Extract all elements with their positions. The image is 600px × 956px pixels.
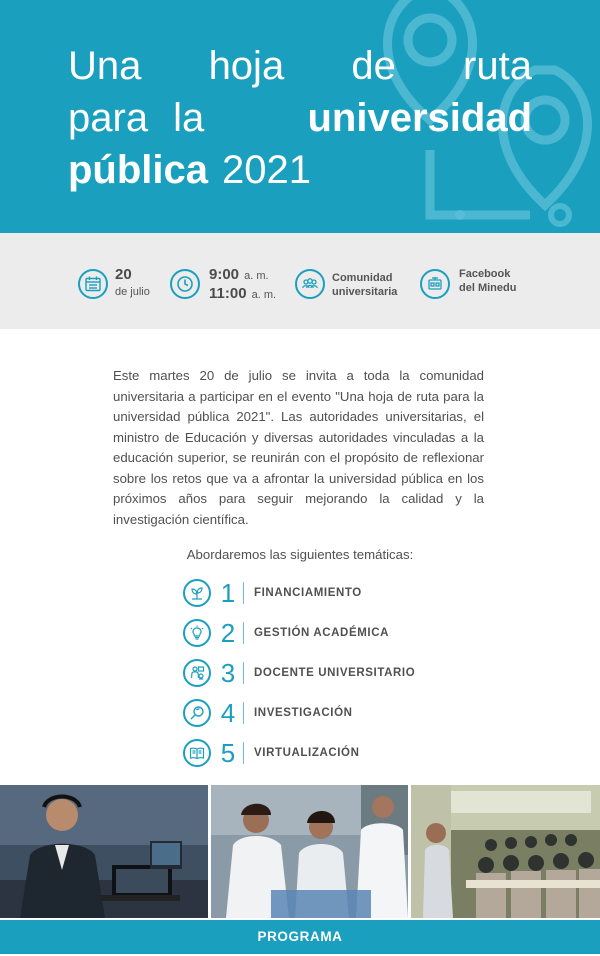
- facebook-live-icon: [420, 269, 450, 299]
- teacher-icon: [183, 659, 211, 687]
- intro-paragraph: Este martes 20 de julio se invita a toda la comunidad universitaria a participar en el evento "Una hoja de ruta para la universidad pública 2021". Las autoridades universitarias, el ministro de Educación y diversas autoridades vinculadas a la educación superior, se reunirán con el propósito de reflexionar sobre los retos que va a afrontar la universidad pública en los próximos años para seguir mejorando la calidad y la investigación científica.: [113, 368, 484, 527]
- start-time-suffix: a. m.: [244, 270, 269, 282]
- magnifier-icon: [183, 699, 211, 727]
- topic-label: GESTIÓN ACADÉMICA: [254, 627, 389, 639]
- photo-classroom: [411, 785, 600, 918]
- people-icon: [295, 269, 325, 299]
- end-time-suffix: a. m.: [251, 289, 277, 301]
- audience-line2: universitaria: [332, 286, 398, 298]
- title-word: de: [351, 44, 396, 88]
- title-word: Una: [68, 44, 142, 88]
- photo-strip: [0, 785, 600, 918]
- calendar-icon: [78, 269, 108, 299]
- topic-number: 3: [220, 657, 236, 688]
- audience-info: [295, 269, 397, 299]
- clock-icon: [170, 269, 200, 299]
- title-year: 2021: [222, 148, 312, 192]
- topic-item: [183, 657, 415, 689]
- platform-line2: del Minedu: [459, 282, 517, 294]
- topic-divider: [243, 662, 244, 684]
- start-time: 9:00: [209, 266, 240, 283]
- topic-label: FINANCIAMIENTO: [254, 587, 362, 599]
- book-icon: [183, 739, 211, 767]
- lightbulb-icon: [183, 619, 211, 647]
- title-word: hoja: [208, 44, 285, 88]
- topic-number: 1: [220, 577, 236, 608]
- topic-divider: [243, 622, 244, 644]
- topic-item: [183, 737, 360, 769]
- platform-info: [420, 269, 516, 299]
- plant-money-icon: [183, 579, 211, 607]
- photo-lab-students: [211, 785, 408, 918]
- topic-number: 4: [220, 697, 236, 728]
- topic-number: 5: [220, 737, 236, 768]
- photo-virtual-class: [0, 785, 208, 918]
- header-banner: [0, 0, 600, 233]
- topic-item: [183, 577, 362, 609]
- page-title: [68, 40, 532, 196]
- date-day: 20: [115, 266, 132, 283]
- event-info-bar: [0, 233, 600, 329]
- topic-label: INVESTIGACIÓN: [254, 707, 353, 719]
- topic-divider: [243, 742, 244, 764]
- topic-item: [183, 617, 389, 649]
- title-word: para la: [68, 96, 205, 140]
- title-word-bold: pública: [68, 148, 209, 192]
- topic-number: 2: [220, 617, 236, 648]
- end-time: 11:00: [209, 285, 247, 302]
- topic-divider: [243, 702, 244, 724]
- date-info: [78, 266, 150, 299]
- topic-label: DOCENTE UNIVERSITARIO: [254, 667, 416, 679]
- audience-line1: Comunidad: [332, 272, 393, 284]
- time-info: [170, 266, 277, 304]
- topics-heading: Abordaremos las siguientes temáticas:: [186, 547, 414, 562]
- topic-divider: [243, 582, 244, 604]
- title-word: ruta: [463, 44, 532, 88]
- topic-item: [183, 697, 353, 729]
- title-word-bold: universidad: [307, 96, 532, 140]
- platform-line1: Facebook: [459, 268, 511, 280]
- topic-label: VIRTUALIZACIÓN: [254, 747, 360, 759]
- program-button[interactable]: PROGRAMA: [0, 920, 600, 954]
- date-month: de julio: [115, 286, 150, 298]
